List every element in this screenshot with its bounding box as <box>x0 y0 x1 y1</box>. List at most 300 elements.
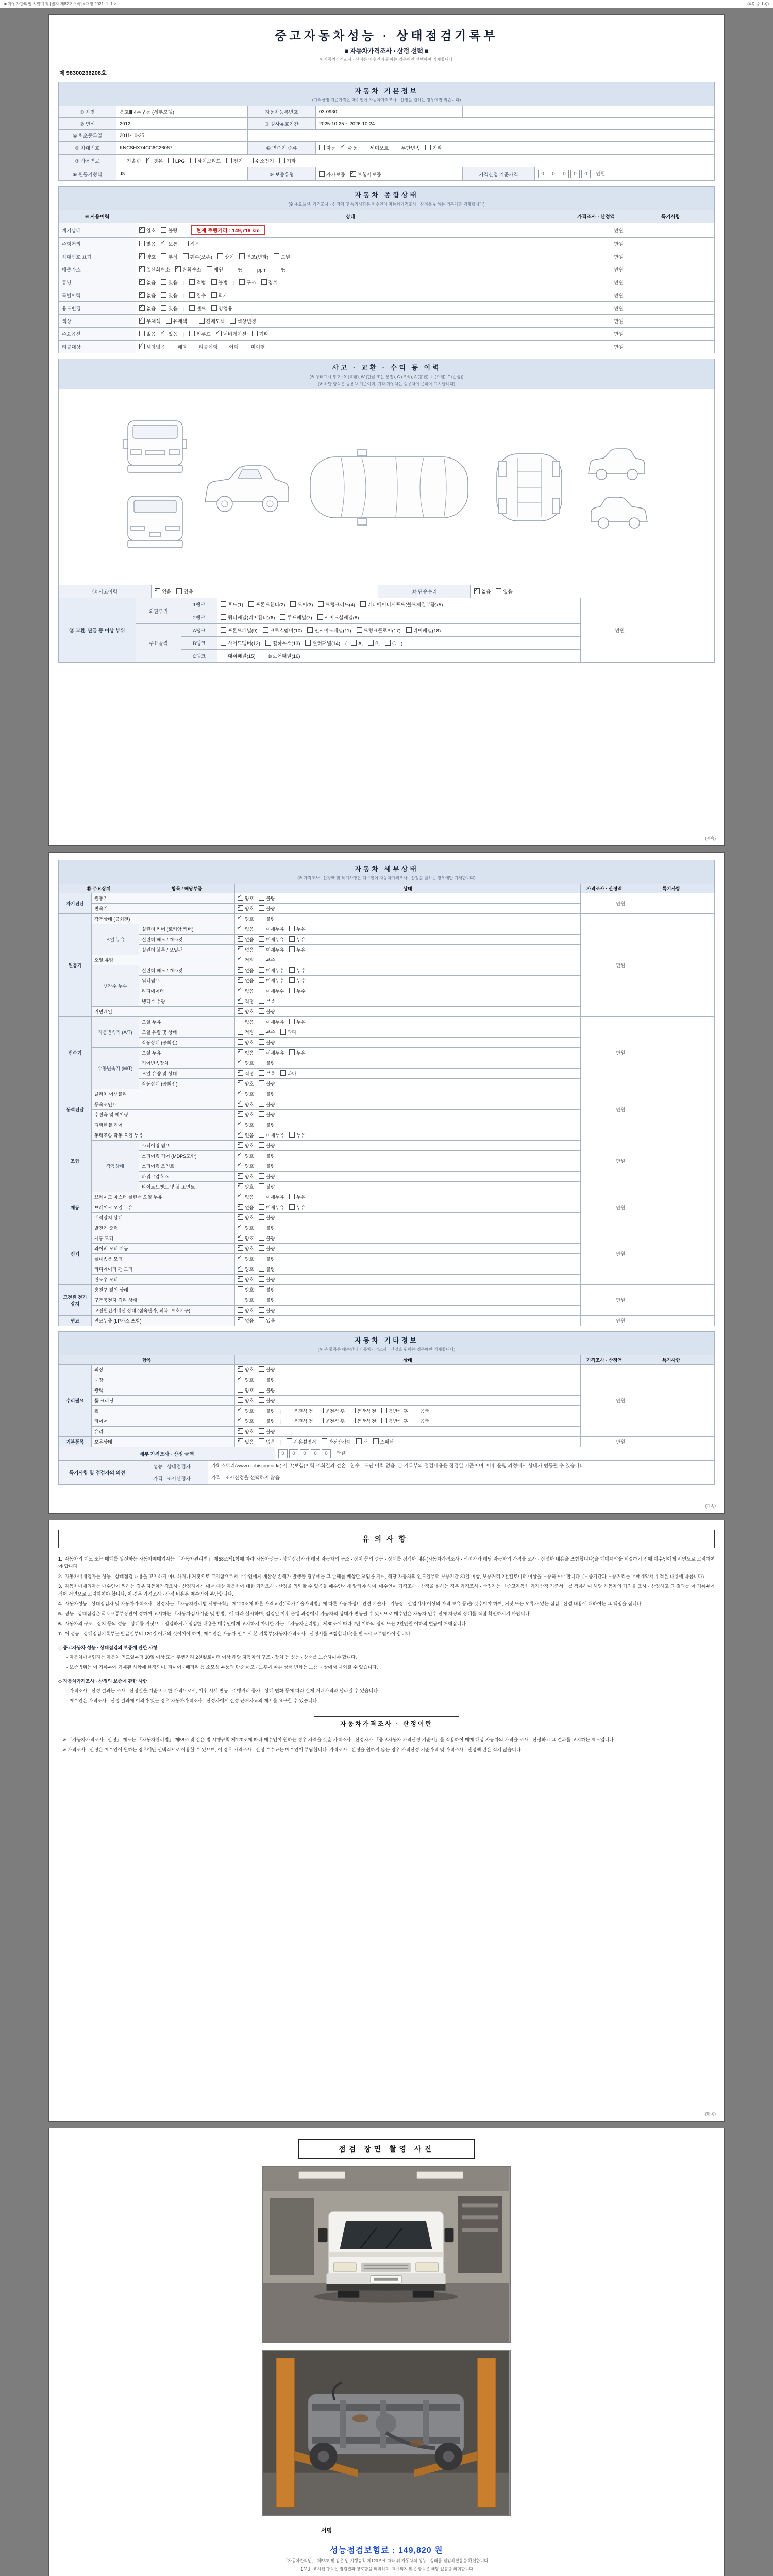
checkbox-option[interactable] <box>425 144 442 151</box>
checkbox-option[interactable] <box>238 926 254 933</box>
checkbox-option[interactable] <box>287 1418 313 1425</box>
checkbox-option[interactable] <box>238 1235 254 1242</box>
checkbox[interactable] <box>259 916 264 921</box>
checkbox-option[interactable] <box>183 253 212 260</box>
checkbox[interactable] <box>368 640 374 646</box>
checkbox[interactable] <box>120 158 125 163</box>
checkbox-option[interactable] <box>406 626 441 634</box>
checkbox-option[interactable] <box>139 304 156 312</box>
checkbox-option[interactable] <box>394 144 420 151</box>
checkbox[interactable] <box>139 253 145 259</box>
checkbox-option[interactable] <box>474 588 491 595</box>
checkbox[interactable] <box>259 967 264 973</box>
checkbox[interactable] <box>238 957 243 962</box>
checkbox[interactable] <box>217 253 223 259</box>
checkbox[interactable] <box>356 1438 362 1444</box>
checkbox[interactable] <box>238 1418 243 1423</box>
checkbox[interactable] <box>239 279 245 285</box>
checkbox-option[interactable] <box>259 926 284 933</box>
checkbox[interactable] <box>322 1438 327 1444</box>
checkbox-option[interactable] <box>139 253 156 260</box>
checkbox[interactable] <box>261 279 267 285</box>
checkbox[interactable] <box>259 1194 264 1199</box>
checkbox-option[interactable] <box>238 1163 254 1170</box>
checkbox[interactable] <box>259 1039 264 1045</box>
checkbox-option[interactable] <box>259 1122 275 1128</box>
checkbox-option[interactable] <box>183 240 199 247</box>
checkbox-option[interactable] <box>238 895 254 902</box>
checkbox-option[interactable] <box>238 1091 254 1097</box>
checkbox[interactable] <box>259 1418 264 1423</box>
checkbox[interactable] <box>259 1019 264 1024</box>
checkbox-option[interactable] <box>238 977 254 984</box>
checkbox-option[interactable] <box>259 1183 275 1190</box>
checkbox-option[interactable] <box>289 1049 305 1056</box>
checkbox-option[interactable] <box>161 240 177 247</box>
checkbox-option[interactable] <box>381 1408 408 1414</box>
checkbox[interactable] <box>259 1122 264 1127</box>
checkbox-option[interactable] <box>319 144 335 151</box>
checkbox[interactable] <box>280 614 285 620</box>
checkbox-option[interactable] <box>274 253 290 260</box>
checkbox[interactable] <box>413 1418 418 1423</box>
checkbox[interactable] <box>238 1091 243 1096</box>
checkbox[interactable] <box>305 640 311 646</box>
checkbox[interactable] <box>199 318 205 324</box>
checkbox[interactable] <box>259 1307 264 1313</box>
checkbox[interactable] <box>259 1163 264 1168</box>
checkbox-option[interactable] <box>259 946 284 953</box>
checkbox[interactable] <box>350 1408 356 1413</box>
checkbox-option[interactable] <box>259 977 284 984</box>
checkbox-option[interactable] <box>289 988 305 994</box>
checkbox[interactable] <box>259 1111 264 1117</box>
checkbox[interactable] <box>259 1366 264 1372</box>
checkbox[interactable] <box>238 1080 243 1086</box>
checkbox[interactable] <box>318 601 324 607</box>
checkbox-option[interactable] <box>238 916 254 922</box>
checkbox[interactable] <box>265 640 271 646</box>
checkbox-option[interactable] <box>259 916 275 922</box>
checkbox[interactable] <box>259 1101 264 1107</box>
checkbox-option[interactable] <box>287 1408 313 1414</box>
checkbox-option[interactable] <box>350 1408 376 1414</box>
checkbox-option[interactable] <box>238 905 254 912</box>
checkbox[interactable] <box>239 253 245 259</box>
checkbox[interactable] <box>161 253 166 259</box>
checkbox-option[interactable] <box>238 1111 254 1118</box>
checkbox-option[interactable] <box>248 601 285 608</box>
checkbox[interactable] <box>238 1049 243 1055</box>
checkbox-option[interactable] <box>259 905 275 912</box>
checkbox-option[interactable] <box>239 279 256 286</box>
checkbox-option[interactable] <box>289 977 305 984</box>
checkbox-option[interactable] <box>318 601 355 608</box>
checkbox-option[interactable] <box>189 330 211 337</box>
checkbox-option[interactable] <box>318 1408 344 1414</box>
checkbox-option[interactable] <box>171 343 187 350</box>
checkbox[interactable] <box>259 936 264 942</box>
checkbox-option[interactable] <box>259 1276 275 1283</box>
checkbox[interactable] <box>259 1428 264 1434</box>
checkbox[interactable] <box>259 1225 264 1230</box>
checkbox-option[interactable] <box>238 1194 254 1200</box>
checkbox-option[interactable] <box>318 1418 344 1425</box>
checkbox-option[interactable] <box>168 158 185 164</box>
checkbox-option[interactable] <box>161 253 177 260</box>
checkbox[interactable] <box>289 1019 295 1024</box>
checkbox[interactable] <box>189 331 195 336</box>
checkbox-option[interactable] <box>259 1080 275 1087</box>
checkbox[interactable] <box>248 601 254 607</box>
checkbox-option[interactable] <box>221 639 260 647</box>
checkbox[interactable] <box>211 305 217 311</box>
checkbox[interactable] <box>238 1153 243 1158</box>
checkbox-option[interactable] <box>259 1235 275 1242</box>
checkbox-option[interactable] <box>238 957 254 963</box>
checkbox-option[interactable] <box>265 639 300 647</box>
checkbox[interactable] <box>168 158 174 163</box>
checkbox-option[interactable] <box>238 1276 254 1283</box>
checkbox-option[interactable] <box>221 614 275 621</box>
checkbox-option[interactable] <box>161 304 177 312</box>
checkbox[interactable] <box>238 1039 243 1045</box>
checkbox[interactable] <box>360 601 366 607</box>
checkbox[interactable] <box>289 988 295 993</box>
checkbox-option[interactable] <box>496 588 512 595</box>
checkbox-option[interactable] <box>259 1317 275 1324</box>
checkbox[interactable] <box>289 936 295 942</box>
checkbox[interactable] <box>289 946 295 952</box>
checkbox[interactable] <box>238 1019 243 1024</box>
checkbox[interactable] <box>381 1418 387 1423</box>
checkbox-option[interactable] <box>139 240 156 247</box>
checkbox[interactable] <box>238 1245 243 1251</box>
checkbox[interactable] <box>139 292 145 298</box>
checkbox[interactable] <box>259 1142 264 1148</box>
checkbox-option[interactable] <box>368 640 380 647</box>
checkbox[interactable] <box>238 1408 243 1413</box>
checkbox-option[interactable] <box>238 1214 254 1221</box>
checkbox[interactable] <box>280 1029 286 1035</box>
checkbox[interactable] <box>238 1366 243 1372</box>
checkbox-option[interactable] <box>244 343 265 350</box>
checkbox[interactable] <box>238 1387 243 1393</box>
checkbox-option[interactable] <box>216 330 247 337</box>
checkbox[interactable] <box>238 1163 243 1168</box>
checkbox[interactable] <box>238 946 243 952</box>
checkbox[interactable] <box>238 1307 243 1313</box>
checkbox-option[interactable] <box>239 253 268 260</box>
checkbox-option[interactable] <box>238 967 254 974</box>
checkbox[interactable] <box>238 1397 243 1403</box>
checkbox-option[interactable] <box>356 1438 368 1445</box>
checkbox[interactable] <box>221 614 226 620</box>
checkbox-option[interactable] <box>259 936 284 943</box>
checkbox-option[interactable] <box>307 626 351 634</box>
checkbox-option[interactable] <box>221 626 258 634</box>
checkbox[interactable] <box>259 1276 264 1282</box>
checkbox-option[interactable] <box>238 1029 254 1036</box>
checkbox-option[interactable] <box>238 998 254 1005</box>
checkbox[interactable] <box>139 279 145 285</box>
checkbox-option[interactable] <box>222 343 238 350</box>
checkbox[interactable] <box>238 1256 243 1261</box>
checkbox-option[interactable] <box>238 1142 254 1149</box>
checkbox-option[interactable] <box>238 1153 254 1159</box>
checkbox-option[interactable] <box>280 614 312 621</box>
checkbox[interactable] <box>259 1286 264 1292</box>
checkbox[interactable] <box>259 1049 264 1055</box>
checkbox-option[interactable] <box>319 171 345 178</box>
checkbox-option[interactable] <box>199 317 225 325</box>
checkbox-option[interactable] <box>238 1408 254 1414</box>
checkbox-option[interactable] <box>211 304 233 312</box>
checkbox[interactable] <box>146 158 152 163</box>
checkbox-option[interactable] <box>161 279 177 286</box>
checkbox[interactable] <box>259 1235 264 1241</box>
checkbox[interactable] <box>238 1173 243 1179</box>
checkbox-option[interactable] <box>238 1039 254 1046</box>
checkbox-option[interactable] <box>350 1418 376 1425</box>
checkbox[interactable] <box>318 1408 324 1413</box>
checkbox[interactable] <box>238 1122 243 1127</box>
checkbox[interactable] <box>496 588 501 594</box>
checkbox[interactable] <box>259 1183 264 1189</box>
checkbox[interactable] <box>238 1428 243 1434</box>
checkbox[interactable] <box>259 1132 264 1138</box>
checkbox-option[interactable] <box>238 1122 254 1128</box>
checkbox[interactable] <box>289 967 295 973</box>
checkbox[interactable] <box>238 1276 243 1282</box>
checkbox-option[interactable] <box>385 640 396 647</box>
checkbox[interactable] <box>259 1387 264 1393</box>
checkbox-option[interactable] <box>413 1418 429 1425</box>
checkbox[interactable] <box>238 977 243 983</box>
checkbox[interactable] <box>221 627 226 633</box>
checkbox[interactable] <box>161 305 166 311</box>
checkbox-option[interactable] <box>263 626 303 634</box>
checkbox-option[interactable] <box>360 601 443 608</box>
checkbox-option[interactable] <box>139 227 156 234</box>
checkbox-option[interactable] <box>259 1194 284 1200</box>
checkbox-option[interactable] <box>259 1397 275 1404</box>
checkbox[interactable] <box>252 331 258 336</box>
checkbox-option[interactable] <box>238 1225 254 1231</box>
checkbox[interactable] <box>238 1060 243 1065</box>
checkbox[interactable] <box>259 1317 264 1323</box>
checkbox[interactable] <box>259 1091 264 1096</box>
checkbox[interactable] <box>259 1060 264 1065</box>
checkbox-option[interactable] <box>238 1019 254 1025</box>
checkbox[interactable] <box>238 1214 243 1220</box>
checkbox[interactable] <box>238 1286 243 1292</box>
checkbox[interactable] <box>259 926 264 931</box>
checkbox[interactable] <box>238 1142 243 1148</box>
checkbox-option[interactable] <box>259 988 284 994</box>
checkbox[interactable] <box>238 967 243 973</box>
checkbox[interactable] <box>259 998 264 1004</box>
checkbox-option[interactable] <box>289 1019 305 1025</box>
checkbox-option[interactable] <box>189 292 206 299</box>
checkbox[interactable] <box>474 588 480 594</box>
checkbox-option[interactable] <box>259 967 284 974</box>
checkbox[interactable] <box>190 158 196 163</box>
checkbox[interactable] <box>406 627 412 633</box>
checkbox-option[interactable] <box>238 946 254 953</box>
checkbox-option[interactable] <box>322 1438 351 1445</box>
checkbox[interactable] <box>238 895 243 901</box>
checkbox[interactable] <box>139 227 145 233</box>
checkbox-option[interactable] <box>289 936 305 943</box>
checkbox[interactable] <box>238 1183 243 1189</box>
checkbox-option[interactable] <box>280 1070 296 1077</box>
checkbox-option[interactable] <box>259 1142 275 1149</box>
checkbox-option[interactable] <box>176 588 193 595</box>
checkbox-option[interactable] <box>190 157 221 164</box>
checkbox[interactable] <box>238 998 243 1004</box>
checkbox[interactable] <box>319 171 325 177</box>
checkbox[interactable] <box>289 926 295 931</box>
checkbox[interactable] <box>139 266 145 272</box>
checkbox-option[interactable] <box>259 1297 275 1303</box>
checkbox-option[interactable] <box>139 279 156 286</box>
checkbox[interactable] <box>238 905 243 911</box>
checkbox[interactable] <box>289 1132 295 1138</box>
checkbox[interactable] <box>351 640 357 646</box>
checkbox[interactable] <box>222 344 227 349</box>
checkbox-option[interactable] <box>139 343 165 350</box>
checkbox-option[interactable] <box>238 1060 254 1066</box>
checkbox[interactable] <box>171 344 176 349</box>
checkbox[interactable] <box>350 171 356 177</box>
checkbox[interactable] <box>221 601 226 607</box>
checkbox-option[interactable] <box>290 601 313 608</box>
checkbox[interactable] <box>166 318 172 324</box>
checkbox-option[interactable] <box>238 988 254 994</box>
checkbox-option[interactable] <box>238 1286 254 1293</box>
checkbox[interactable] <box>341 145 346 150</box>
checkbox-option[interactable] <box>139 317 161 325</box>
checkbox-option[interactable] <box>238 1438 254 1445</box>
checkbox-option[interactable] <box>259 1204 284 1211</box>
checkbox-option[interactable] <box>207 266 223 273</box>
checkbox[interactable] <box>161 241 166 246</box>
checkbox[interactable] <box>238 1266 243 1272</box>
checkbox-option[interactable] <box>238 1101 254 1108</box>
checkbox-option[interactable] <box>259 1132 284 1139</box>
checkbox-option[interactable] <box>211 292 228 299</box>
checkbox[interactable] <box>238 1377 243 1382</box>
checkbox-option[interactable] <box>221 601 243 608</box>
checkbox[interactable] <box>373 1438 379 1444</box>
checkbox-option[interactable] <box>238 1428 254 1435</box>
checkbox-option[interactable] <box>259 1366 275 1373</box>
checkbox[interactable] <box>175 266 181 272</box>
checkbox[interactable] <box>176 588 182 594</box>
checkbox-option[interactable] <box>259 1091 275 1097</box>
checkbox-option[interactable] <box>161 227 177 234</box>
checkbox[interactable] <box>161 292 166 298</box>
signature-line[interactable] <box>339 2527 452 2534</box>
checkbox-option[interactable] <box>211 279 228 286</box>
checkbox[interactable] <box>244 344 249 349</box>
checkbox[interactable] <box>226 158 232 163</box>
checkbox-option[interactable] <box>238 1266 254 1273</box>
checkbox-option[interactable] <box>259 1377 275 1383</box>
checkbox-option[interactable] <box>279 157 296 164</box>
checkbox[interactable] <box>183 253 189 259</box>
checkbox-option[interactable] <box>238 1204 254 1211</box>
checkbox-option[interactable] <box>259 1008 275 1015</box>
checkbox-option[interactable] <box>259 1173 275 1180</box>
checkbox[interactable] <box>238 1297 243 1302</box>
checkbox-option[interactable] <box>238 1183 254 1190</box>
checkbox[interactable] <box>183 241 189 246</box>
checkbox[interactable] <box>211 292 217 298</box>
checkbox[interactable] <box>274 253 279 259</box>
checkbox-option[interactable] <box>259 1428 275 1435</box>
checkbox-option[interactable] <box>238 1245 254 1252</box>
checkbox-option[interactable] <box>238 1366 254 1373</box>
checkbox-option[interactable] <box>363 144 389 151</box>
checkbox[interactable] <box>238 1111 243 1117</box>
checkbox[interactable] <box>221 640 226 646</box>
checkbox[interactable] <box>259 977 264 983</box>
checkbox[interactable] <box>216 331 222 336</box>
checkbox-option[interactable] <box>189 304 206 312</box>
checkbox[interactable] <box>139 241 145 246</box>
checkbox[interactable] <box>259 946 264 952</box>
checkbox[interactable] <box>289 1194 295 1199</box>
checkbox[interactable] <box>263 627 268 633</box>
checkbox-option[interactable] <box>287 1438 316 1445</box>
checkbox-option[interactable] <box>238 1008 254 1015</box>
checkbox-option[interactable] <box>381 1418 408 1425</box>
checkbox[interactable] <box>238 1070 243 1076</box>
checkbox-option[interactable] <box>259 1245 275 1252</box>
checkbox[interactable] <box>161 227 166 233</box>
checkbox-option[interactable] <box>238 1418 254 1425</box>
checkbox[interactable] <box>259 1408 264 1413</box>
checkbox-option[interactable] <box>373 1438 394 1445</box>
checkbox-option[interactable] <box>289 1204 305 1211</box>
checkbox[interactable] <box>259 1029 264 1035</box>
checkbox-option[interactable] <box>238 1397 254 1404</box>
checkbox-option[interactable] <box>259 1225 275 1231</box>
checkbox[interactable] <box>289 1049 295 1055</box>
checkbox-option[interactable] <box>289 1132 305 1139</box>
checkbox-option[interactable] <box>238 1317 254 1324</box>
checkbox-option[interactable] <box>261 652 300 659</box>
checkbox[interactable] <box>207 266 212 272</box>
checkbox[interactable] <box>261 653 266 658</box>
checkbox-option[interactable] <box>259 1163 275 1170</box>
checkbox[interactable] <box>238 1132 243 1138</box>
checkbox-option[interactable] <box>248 157 274 164</box>
checkbox-option[interactable] <box>350 171 381 178</box>
checkbox-option[interactable] <box>259 1387 275 1394</box>
checkbox[interactable] <box>259 1153 264 1158</box>
checkbox[interactable] <box>259 1173 264 1179</box>
checkbox[interactable] <box>259 988 264 993</box>
checkbox-option[interactable] <box>166 317 188 325</box>
checkbox-option[interactable] <box>221 652 256 659</box>
checkbox[interactable] <box>259 1256 264 1261</box>
checkbox-option[interactable] <box>238 936 254 943</box>
checkbox[interactable] <box>317 614 323 620</box>
checkbox[interactable] <box>238 926 243 931</box>
